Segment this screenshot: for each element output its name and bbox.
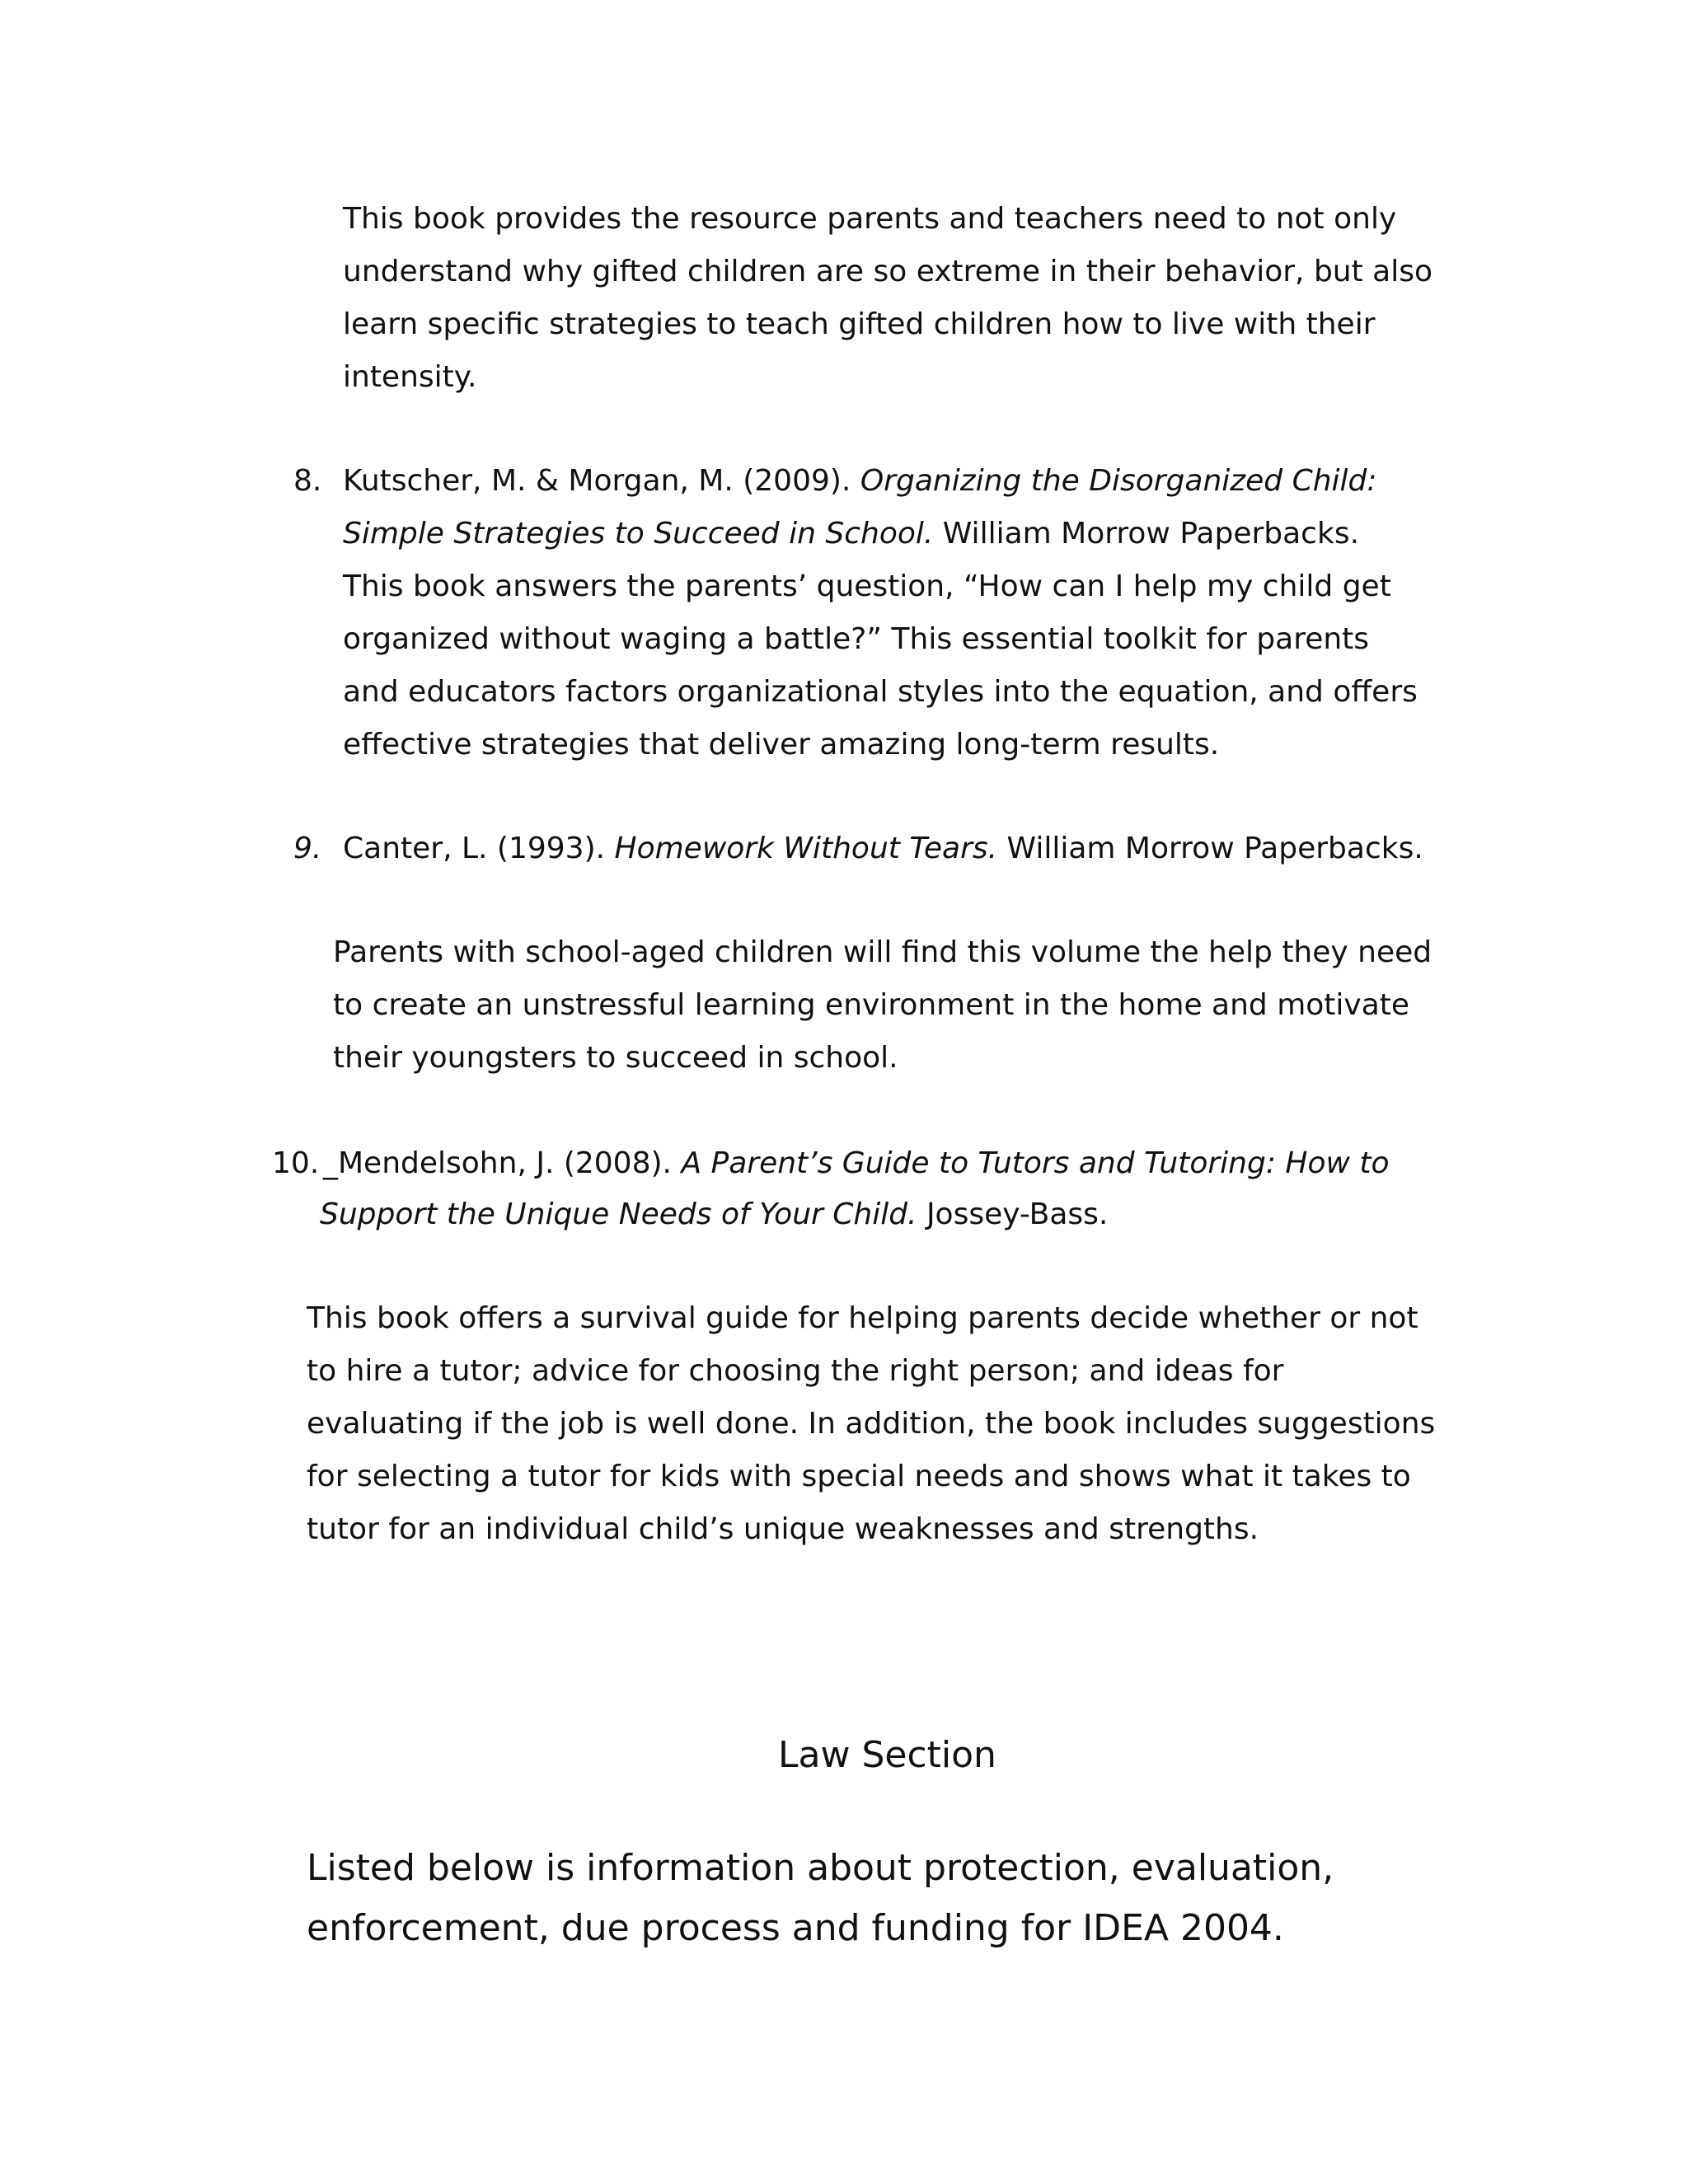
item10-desc-line: This book offers a survival guide for helping parents decide whether or not: [307, 1301, 1418, 1335]
law-intro-line: Listed below is information about protection, evaluation,: [307, 1847, 1334, 1889]
item8-desc-line: and educators factors organizational styles into the equation, and offers: [343, 675, 1418, 709]
item10-number: 10.: [272, 1146, 320, 1180]
item8-citation-line: [343, 508, 1418, 560]
item7-desc-line: intensity.: [343, 360, 477, 394]
item8-desc-line: organized without waging a battle?” This essential toolkit for parents: [343, 622, 1370, 656]
item10-citation-line: [323, 1137, 1390, 1190]
law-section-heading: Law Section: [778, 1734, 996, 1776]
law-intro-line: enforcement, due process and funding for IDEA 2004.: [307, 1907, 1284, 1949]
item10-desc-line: for selecting a tutor for kids with special needs and shows what it takes to: [307, 1460, 1411, 1493]
item8-publisher: William Morrow Paperbacks.: [933, 517, 1360, 551]
item9-citation: [343, 823, 1423, 875]
item8-number: 8.: [293, 464, 322, 498]
item10-description: [307, 1292, 1435, 1556]
item9-description: [333, 926, 1432, 1085]
item10-publisher: Jossey-Bass.: [917, 1197, 1109, 1231]
item8-authors: Kutscher, M. & Morgan, M. (2009).: [343, 464, 860, 498]
item8-citation: [343, 455, 1418, 771]
item9-desc-line: their youngsters to succeed in school.: [333, 1041, 898, 1075]
item10-citation: [323, 1137, 1390, 1190]
item10-desc-line: tutor for an individual child’s unique weaknesses and strengths.: [307, 1512, 1259, 1546]
item10-title: A Parent’s Guide to Tutors and Tutoring: How to: [681, 1146, 1390, 1180]
item9-title: Homework Without Tears.: [614, 832, 998, 865]
item7-desc-line: This book provides the resource parents and teachers need to not only: [343, 202, 1397, 236]
law-section-intro: [307, 1838, 1334, 1958]
item8-title: Organizing the Disorganized Child:: [860, 464, 1377, 498]
item7-description: [343, 193, 1432, 404]
item8-desc-line: This book answers the parents’ question, “How can I help my child get: [343, 569, 1391, 603]
item7-desc-line: understand why gifted children are so extreme in their behavior, but also: [343, 255, 1433, 288]
item9-number: 9.: [293, 832, 322, 865]
item10-desc-line: to hire a tutor; advice for choosing the right person; and ideas for: [307, 1354, 1284, 1388]
item10-authors: _Mendelsohn, J. (2008).: [323, 1146, 682, 1180]
item10-title-cont: Support the Unique Needs of Your Child.: [320, 1197, 917, 1231]
item8-title-cont: Simple Strategies to Succeed in School.: [343, 517, 934, 551]
item10-citation-cont: [320, 1188, 1108, 1241]
item9-desc-line: Parents with school-aged children will find this volume the help they need: [333, 935, 1432, 969]
item10-desc-line: evaluating if the job is well done. In addition, the book includes suggestions: [307, 1407, 1436, 1441]
item9-citation-line: [343, 823, 1423, 875]
item7-desc-line: learn specific strategies to teach gifted children how to live with their: [343, 307, 1376, 341]
item8-desc-line: effective strategies that deliver amazing long-term results.: [343, 728, 1220, 762]
item10-citation-line: [320, 1188, 1108, 1241]
item9-authors: Canter, L. (1993).: [343, 832, 615, 865]
item8-citation-line: [343, 455, 1418, 508]
item9-desc-line: to create an unstressful learning environment in the home and motivate: [333, 988, 1410, 1022]
item9-publisher: William Morrow Paperbacks.: [997, 832, 1423, 865]
